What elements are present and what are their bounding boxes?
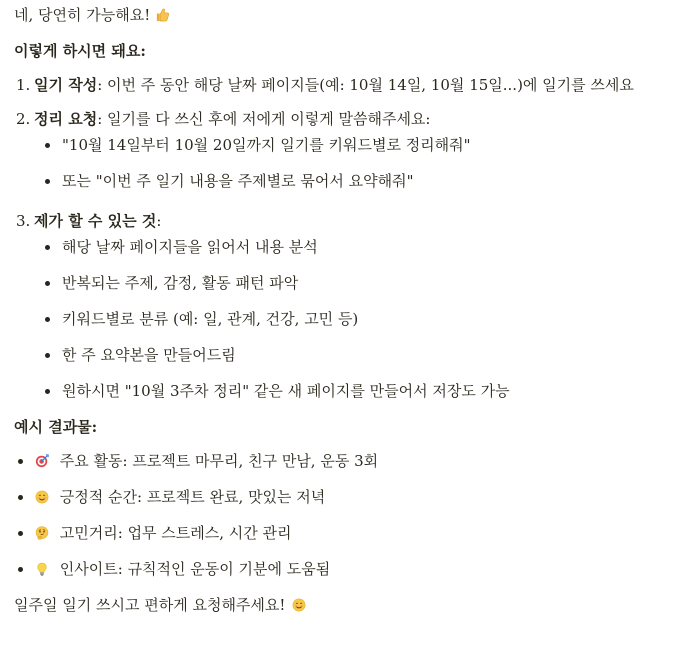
list-item (14, 485, 670, 509)
list-item-text: 인사이트: 규칙적인 운동이 기분에 도움됨 (59, 560, 331, 578)
list-item (14, 235, 670, 259)
list-item (14, 169, 670, 193)
thumbs-up-icon (155, 6, 170, 24)
step-title: 정리 요청 (34, 110, 98, 128)
bullet-dot (18, 567, 23, 572)
step-number: 3. (16, 212, 31, 230)
step-title: 제가 할 수 있는 것 (34, 212, 157, 230)
bullet-dot (45, 281, 50, 286)
list-item-text: 반복되는 주제, 감정, 활동 패턴 파악 (62, 274, 299, 292)
list-item (14, 557, 670, 581)
bullet-dot (45, 389, 50, 394)
target-icon (35, 454, 49, 468)
intro-text: 네, 당연히 가능해요! (14, 6, 151, 24)
step-item (14, 73, 670, 97)
closing-line (14, 593, 670, 617)
step-2-sublist (14, 133, 670, 193)
steps-list-continued (14, 209, 670, 233)
step-text: : 일기를 다 쓰신 후에 저에게 이렇게 말씀해주세요: (97, 110, 431, 128)
bullet-dot (45, 317, 50, 322)
list-item (14, 343, 670, 367)
lightbulb-icon (35, 562, 49, 576)
example-list (14, 449, 670, 581)
list-item-text: "10월 14일부터 10월 20일까지 일기를 키워드별로 정리해줘" (62, 136, 471, 154)
example-heading: 예시 결과물: (14, 418, 98, 436)
bullet-dot (45, 245, 50, 250)
step-text: : (156, 212, 162, 230)
list-item-text: 키워드별로 분류 (예: 일, 관계, 건강, 고민 등) (62, 310, 359, 328)
list-item-text: 긍정적 순간: 프로젝트 완료, 맛있는 저녁 (59, 488, 326, 506)
list-item-text: 해당 날짜 페이지들을 읽어서 내용 분석 (62, 238, 318, 256)
list-item (14, 521, 670, 545)
assistant-message (14, 3, 670, 617)
bullet-dot (45, 353, 50, 358)
bullet-dot (18, 531, 23, 536)
list-item (14, 133, 670, 157)
list-item-text: 고민거리: 업무 스트레스, 시간 관리 (59, 524, 292, 542)
smile-icon (292, 598, 306, 612)
thinking-icon (35, 526, 49, 540)
bullet-dot (45, 179, 50, 184)
list-item (14, 307, 670, 331)
step-number: 2. (16, 110, 31, 128)
intro-line (14, 3, 670, 27)
smile-icon (35, 490, 49, 504)
list-item (14, 379, 670, 403)
list-item (14, 271, 670, 295)
list-item-text: 한 주 요약본을 만들어드림 (62, 346, 236, 364)
list-item (14, 449, 670, 473)
step-number: 1. (16, 76, 31, 94)
bullet-dot (18, 495, 23, 500)
step-title: 일기 작성 (34, 76, 98, 94)
steps-list (14, 73, 670, 131)
how-heading: 이렇게 하시면 돼요: (14, 42, 146, 60)
step-item (14, 107, 670, 131)
step-3-sublist (14, 235, 670, 403)
list-item-text: 원하시면 "10월 3주차 정리" 같은 새 페이지를 만들어서 저장도 가능 (62, 382, 510, 400)
step-text: : 이번 주 동안 해당 날짜 페이지들(예: 10월 14일, 10월 15일...)에 일기를 쓰세요 (97, 76, 634, 94)
step-item (14, 209, 670, 233)
closing-text: 일주일 일기 쓰시고 편하게 요청해주세요! (14, 596, 286, 614)
list-item-text: 또는 "이번 주 일기 내용을 주제별로 묶어서 요약해줘" (62, 172, 414, 190)
list-item-text: 주요 활동: 프로젝트 마무리, 친구 만남, 운동 3회 (59, 452, 379, 470)
bullet-dot (18, 459, 23, 464)
bullet-dot (45, 143, 50, 148)
